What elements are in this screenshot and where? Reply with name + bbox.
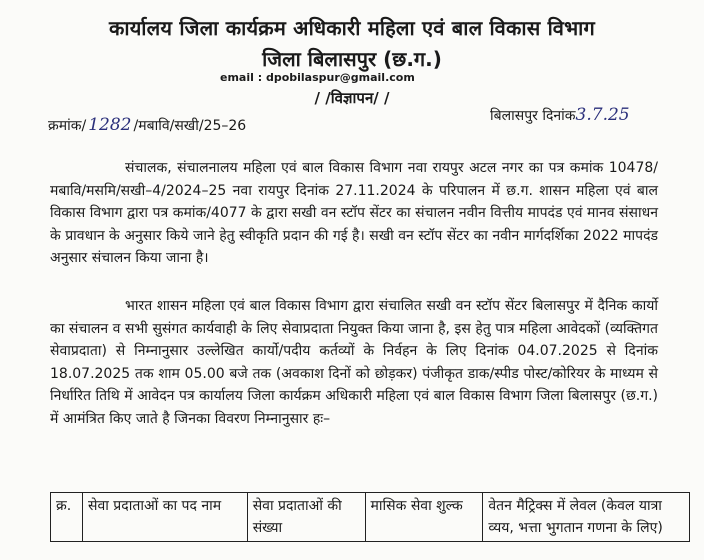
handwritten-date: 3.7.25 — [575, 105, 630, 125]
table-header-row — [51, 493, 690, 542]
posts-table — [50, 492, 690, 542]
office-title: कार्यालय जिला कार्यक्रम अधिकारी महिला एवं बाल विकास विभाग — [108, 16, 596, 40]
advertisement-heading: / /विज्ञापन/ / — [314, 89, 390, 107]
office-email[interactable]: email : dpobilaspur@gmail.com — [220, 71, 415, 84]
office-district: जिला बिलासपुर (छ.ग.) — [262, 47, 442, 71]
date-line — [490, 105, 630, 125]
table-header-cell: मासिक सेवा शुल्क — [365, 493, 483, 542]
reference-prefix: क्रमांक/ — [48, 118, 87, 134]
table-header-cell: सेवा प्रदाताओं का पद नाम — [82, 493, 247, 542]
table-header-cell: सेवा प्रदाताओं की संख्या — [247, 493, 365, 542]
date-label: बिलासपुर दिनांक — [490, 108, 576, 124]
table-header-cell: क्र. — [51, 493, 83, 542]
reference-number-line — [48, 115, 246, 135]
paragraph-2: भारत शासन महिला एवं बाल विकास विभाग द्वारा संचालित सखी वन स्टॉप सेंटर बिलासपुर में दैनिक कार्यो का संचालन व सभी सुसंगत कार्यवाही के लिए सेवाप्रदाता नियुक्त किया जाना है, इस हेतु पात्र महिला आवेदकों (व्यक्तिगत सेवाप्रदाता) से निम्नानुसार उल्लेखित कार्यो/पदीय कर्तव्यों के निर्वहन के लिए दिनांक 04.07.2025 से दिनांक 18.07.2025 तक शाम 05.00 बजे तक (अवकाश दिनों को छोड़कर) पंजीकृत डाक/स्पीड पोस्ट/कोरियर के माध्यम से निर्धारित तिथि में आवेदन पत्र कार्यालय जिला कार्यक्रम अधिकारी महिला एवं बाल विकास विभाग जिला बिलासपुर (छ.ग.) में आमंत्रित किए जाते है जिनका विवरण निम्नानुसार हः– — [50, 298, 658, 427]
table-header-cell: वेतन मैट्रिक्स में लेवल (केवल यात्रा व्यय, भत्ता भुगतान गणना के लिए) — [483, 493, 690, 542]
paragraph-1: संचालक, संचालनालय महिला एवं बाल विकास विभाग नवा रायपुर अटल नगर का पत्र कमांक 10478/मबावि/मसमि/सखी–4/2024–25 नवा रायपुर दिनांक 27.11.2024 के परिपालन में छ.ग. शासन महिला एवं बाल विकास विभाग द्वारा पत्र कमांक/4077 के द्वारा सखी वन स्टॉप सेंटर का संचालन नवीन वित्तीय मापदंड एवं मानव संसाधन के प्रावधान के अनुसार किये जाने हेतु स्वीकृति प्रदान की गई है। सखी वन स्टॉप सेंटर का नवीन मार्गदर्शिका 2022 मापदंड अनुसार संचालन किया जाना है। — [50, 160, 658, 266]
handwritten-reference-number: 1282 — [88, 115, 132, 135]
reference-suffix: /मबावि/सखी/25–26 — [133, 118, 247, 134]
